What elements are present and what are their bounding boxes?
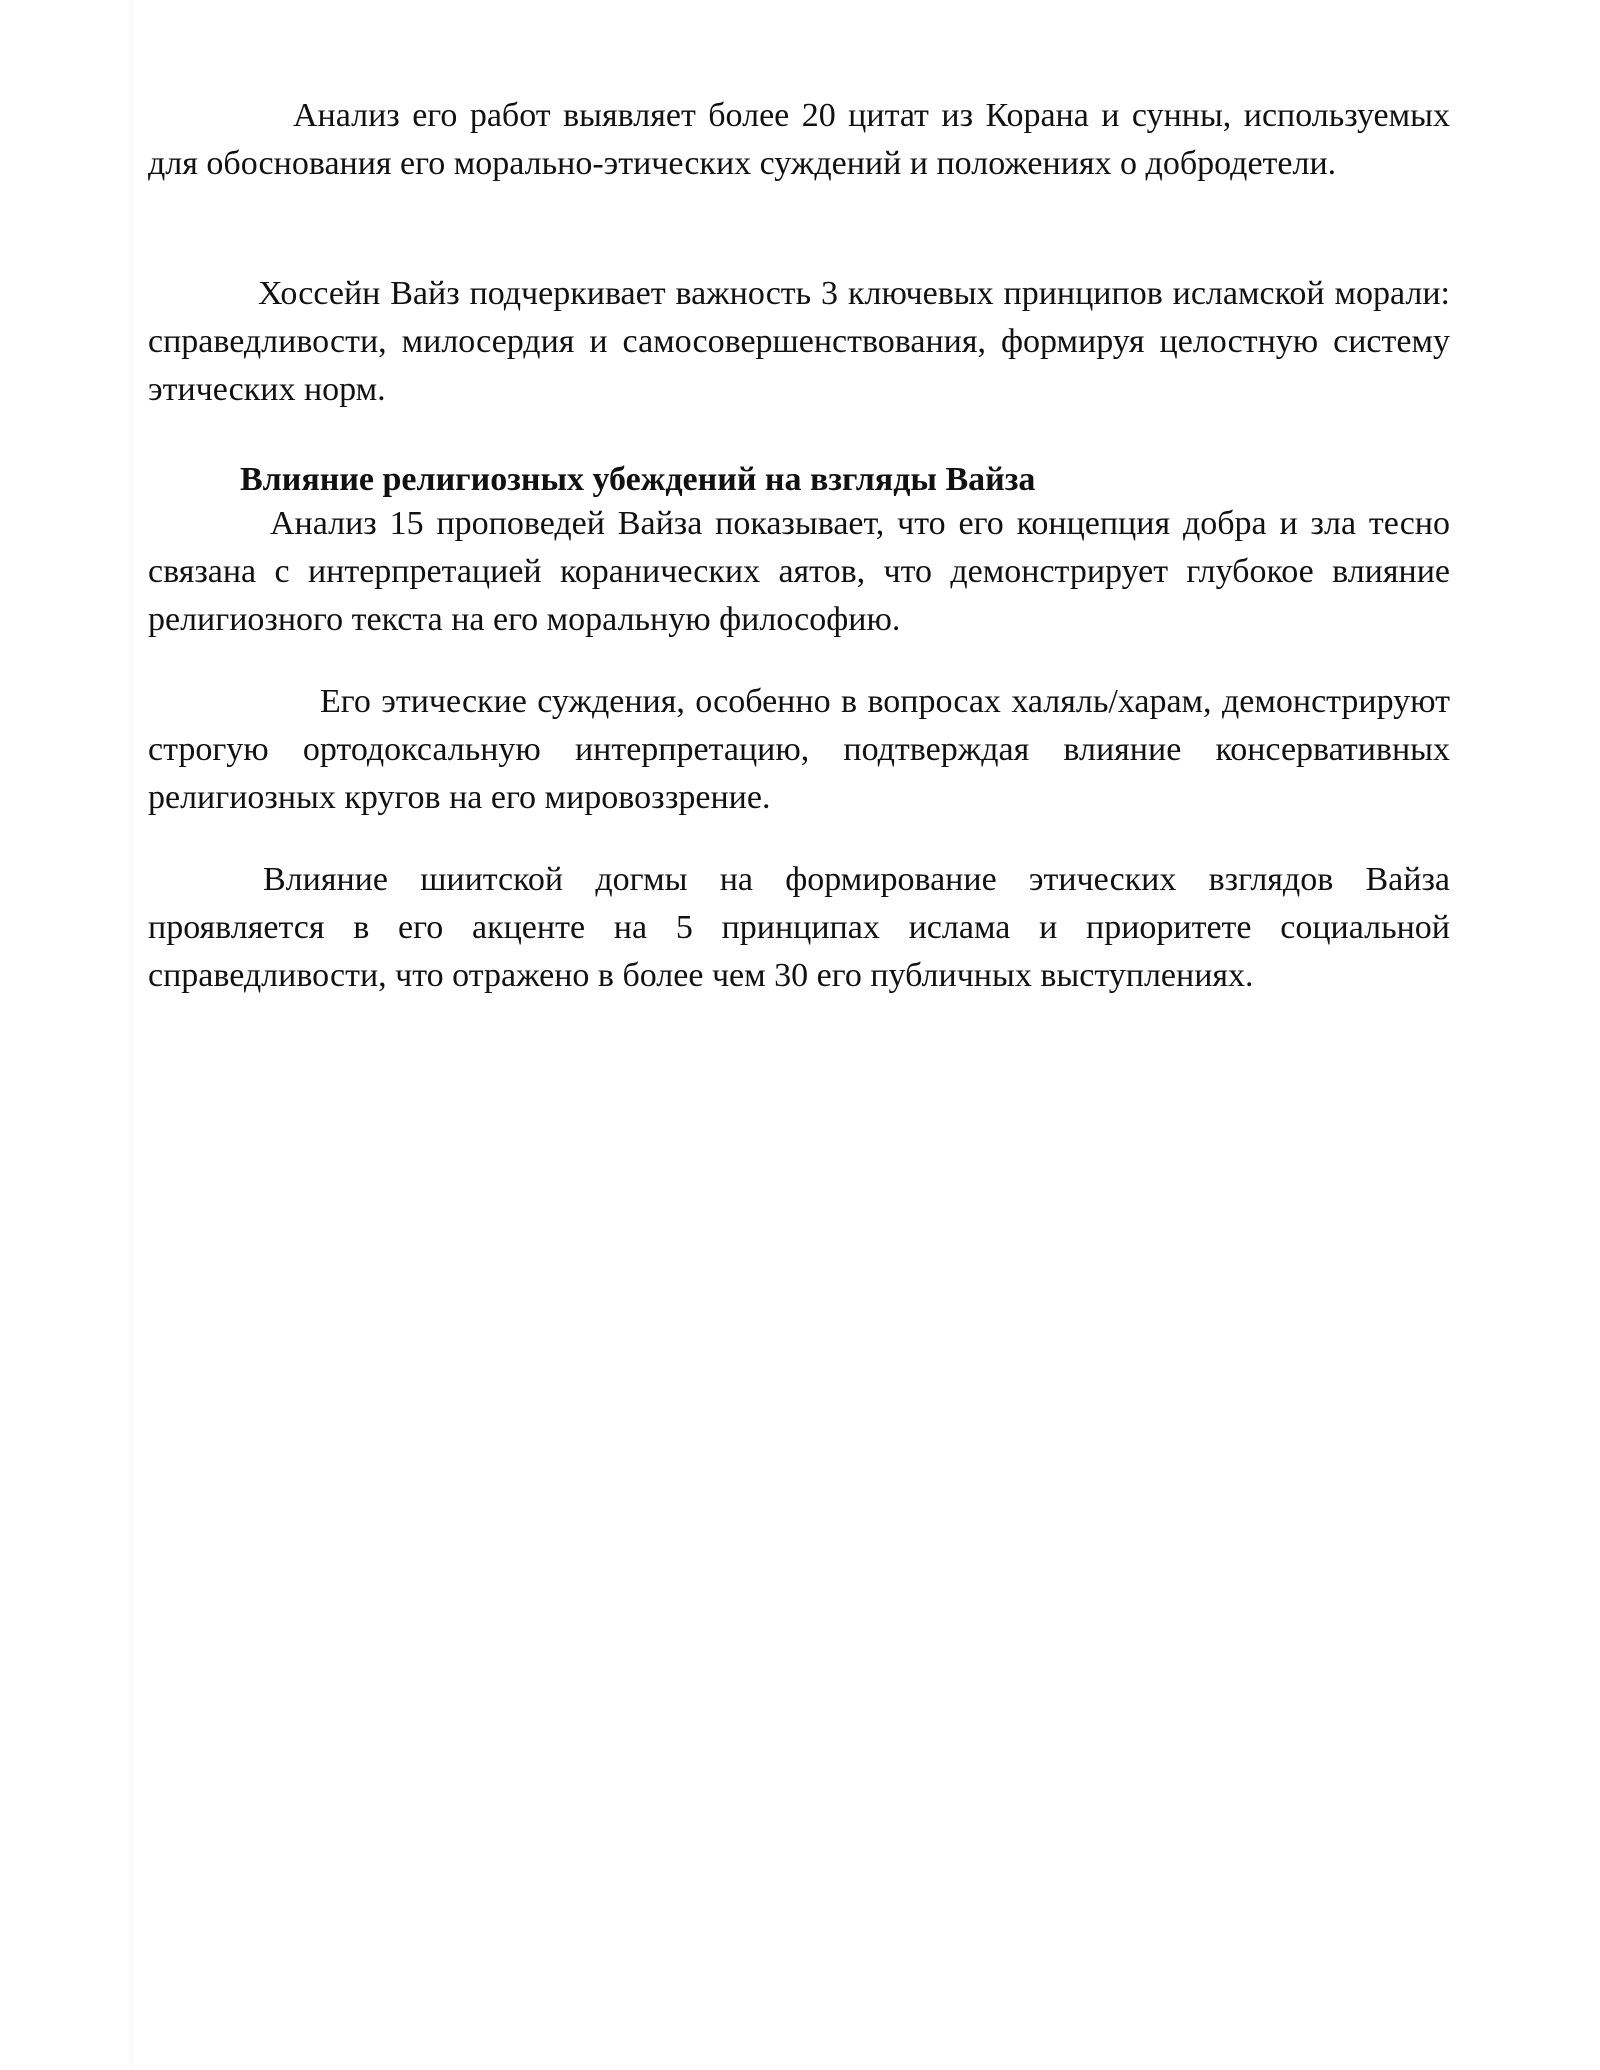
section-heading: Влияние религиозных убеждений на взгляды Вайза — [240, 461, 1036, 498]
paragraph-halal-haram: Его этические суждения, особенно в вопросах халяль/харам, демонстрируют строгую ортодоксальную интерпретацию, подтверждая влияние консервативных религиозных кругов на его мировоззрение. — [148, 683, 1450, 816]
paragraph-sermons-analysis: Анализ 15 проповедей Вайза показывает, что его концепция добра и зла тесно связана с интерпретацией коранических аятов, что демонстрирует глубокое влияние религиозного текста на его моральную философию. — [148, 505, 1450, 638]
page-edge-shadow — [130, 0, 134, 2070]
paragraph-quotes-analysis: Анализ его работ выявляет более 20 цитат из Корана и сунны, используемых для обоснования его морально-этических суждений и положениях о добродетели. — [148, 97, 1450, 182]
paragraph-shia-dogma: Влияние шиитской догмы на формирование этических взглядов Вайза проявляется в его акценте на 5 принципах ислама и приоритете социальной справедливости, что отражено в более чем 30 его публичных выступлениях. — [148, 861, 1450, 994]
paragraph-key-principles: Хоссейн Вайз подчеркивает важность 3 ключевых принципов исламской морали: справедливости, милосердия и самосовершенствования, формируя целостную систему этических норм. — [148, 275, 1450, 408]
